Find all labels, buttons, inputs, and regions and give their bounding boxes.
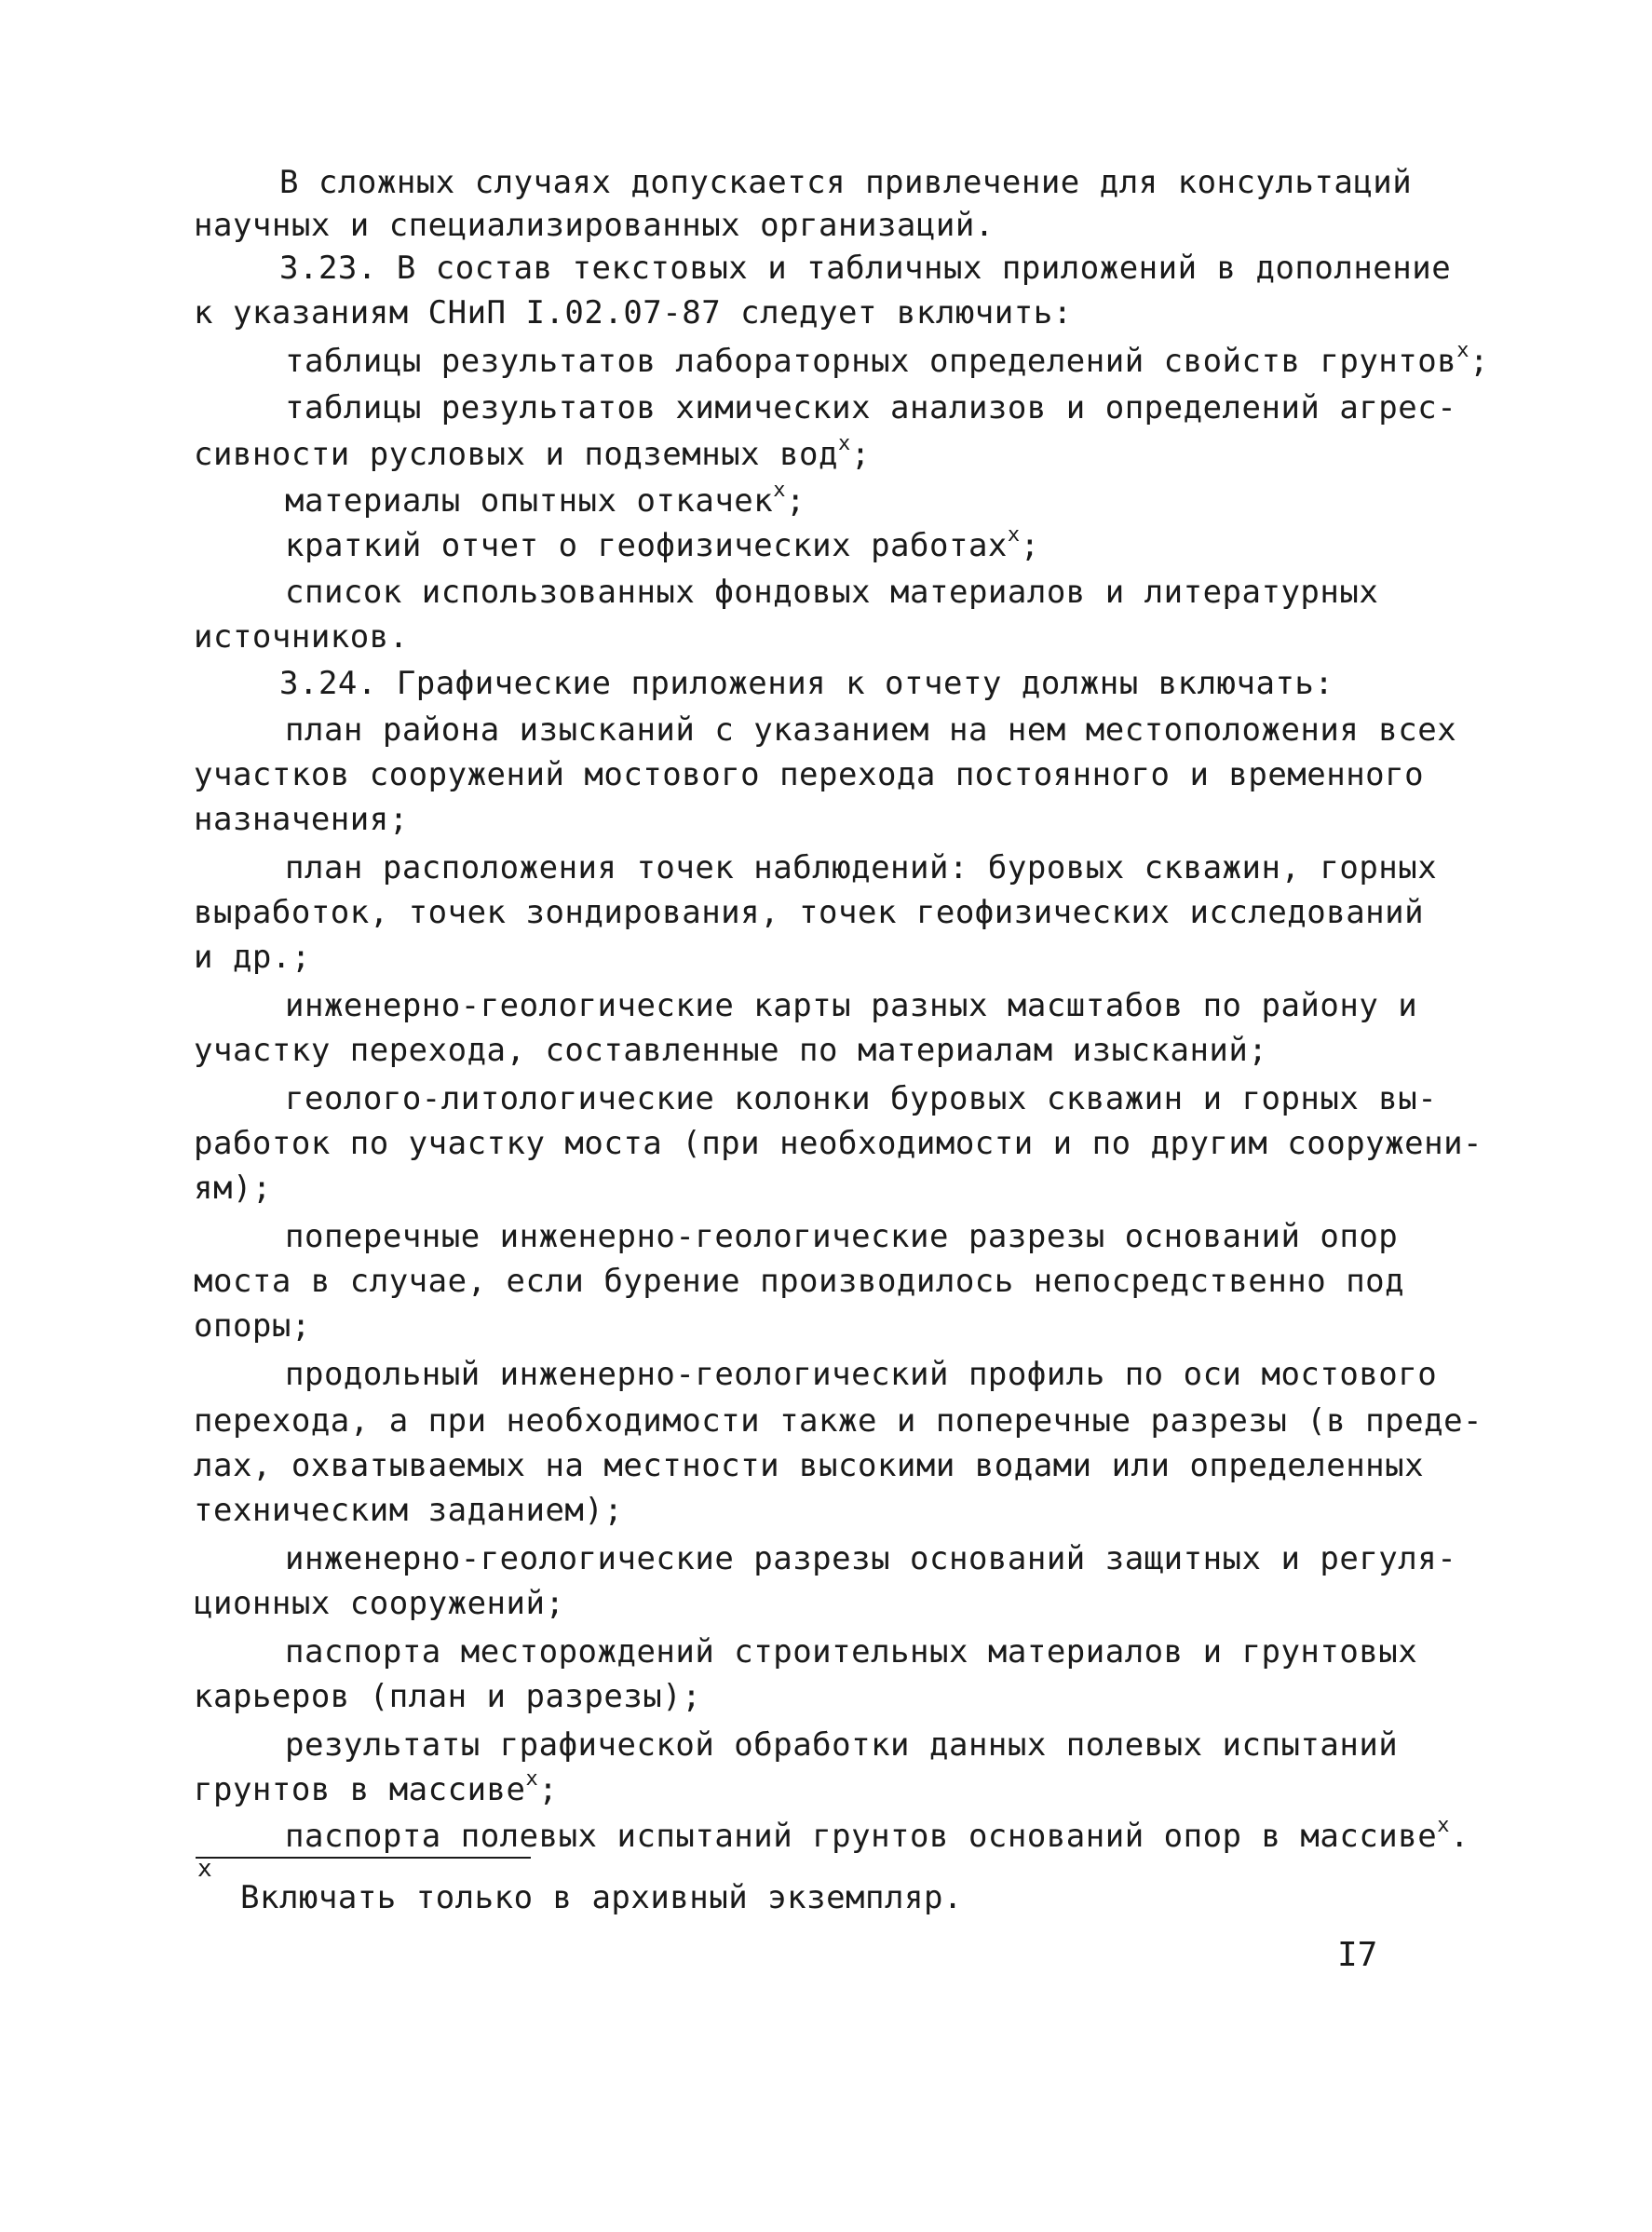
footnote-mark: x — [197, 1855, 212, 1883]
text-line: грунтов в массиве$^x$; — [194, 1766, 559, 1808]
list-item: список использованных фондовых материалов и литературных — [285, 574, 1379, 611]
section-3-24-heading: 3.24. Графические приложения к отчету должны включать: — [279, 665, 1334, 702]
text-line: моста в случае, если бурение производилось непосредственно под — [194, 1263, 1405, 1300]
list-item: результаты графической обработки данных полевых испытаний — [285, 1726, 1399, 1764]
footnote-divider — [196, 1857, 531, 1859]
text-line: лах, охватываемых на местности высокими водами или определенных — [194, 1447, 1425, 1484]
list-item: поперечные инженерно-геологические разрезы оснований опор — [285, 1218, 1399, 1255]
text-line: участку перехода, составленные по материалам изысканий; — [194, 1032, 1268, 1069]
footnote-ref: x — [525, 1766, 539, 1791]
text-line: ям); — [194, 1170, 272, 1207]
text-line: ционных сооружений; — [194, 1585, 565, 1622]
text-line: сивности русловых и подземных вод$^x$; — [194, 431, 871, 473]
text-line: и др.; — [194, 939, 311, 976]
list-item: инженерно-геологические разрезы оснований защитных и регуля- — [285, 1540, 1457, 1577]
text-line: к указаниям СНиП I.02.07-87 следует включить: — [194, 294, 1073, 331]
text-line: назначения; — [194, 801, 409, 838]
list-item: геолого-литологические колонки буровых скважин и горных вы- — [285, 1080, 1438, 1117]
footnote-text: Включать только в архивный экземпляр. — [240, 1879, 963, 1916]
list-item: план расположения точек наблюдений: буровых скважин, горных — [285, 849, 1438, 886]
text-line: источников. — [194, 618, 409, 656]
list-item: паспорта полевых испытаний грунтов оснований опор в массиве$^x$. — [285, 1813, 1469, 1855]
text-line: опоры; — [194, 1307, 311, 1345]
list-item: краткий отчет о геофизических работах$^x$; — [285, 522, 1040, 564]
list-item: план района изысканий с указанием на нем местоположения всех — [285, 711, 1457, 749]
footnote-ref: x — [773, 478, 786, 502]
text-line: В сложных случаях допускается привлечение для консультаций — [279, 164, 1413, 201]
text-line: техническим заданием); — [194, 1492, 624, 1529]
list-item: таблицы результатов химических анализов и определений агрес- — [285, 389, 1457, 426]
list-item: паспорта месторождений строительных материалов и грунтовых — [285, 1633, 1418, 1671]
text-line: перехода, а при необходимости также и поперечные разрезы (в преде- — [194, 1402, 1483, 1440]
list-item: инженерно-геологические карты разных масштабов по району и — [285, 987, 1418, 1024]
page-number: I7 — [1337, 1936, 1378, 1974]
text-line: работок по участку моста (при необходимости и по другим сооружени- — [194, 1125, 1483, 1162]
section-3-23-heading: 3.23. В состав текстовых и табличных приложений в дополнение — [279, 250, 1452, 287]
footnote-ref: x — [1437, 1813, 1450, 1837]
text-line: научных и специализированных организаций. — [194, 207, 995, 244]
footnote-ref: x — [1007, 522, 1021, 547]
text-line: выработок, точек зондирования, точек геофизических исследований — [194, 894, 1425, 931]
text-line: участков сооружений мостового перехода постоянного и временного — [194, 756, 1425, 793]
list-item: таблицы результатов лабораторных определений свойств грунтов$^x$; — [285, 338, 1489, 380]
footnote-ref: x — [1456, 338, 1469, 362]
footnote-ref: x — [838, 431, 851, 455]
text-line: карьеров (план и разрезы); — [194, 1678, 702, 1715]
list-item: материалы опытных откачек$^x$; — [285, 478, 806, 520]
list-item: продольный инженерно-геологический профиль по оси мостового — [285, 1356, 1438, 1393]
